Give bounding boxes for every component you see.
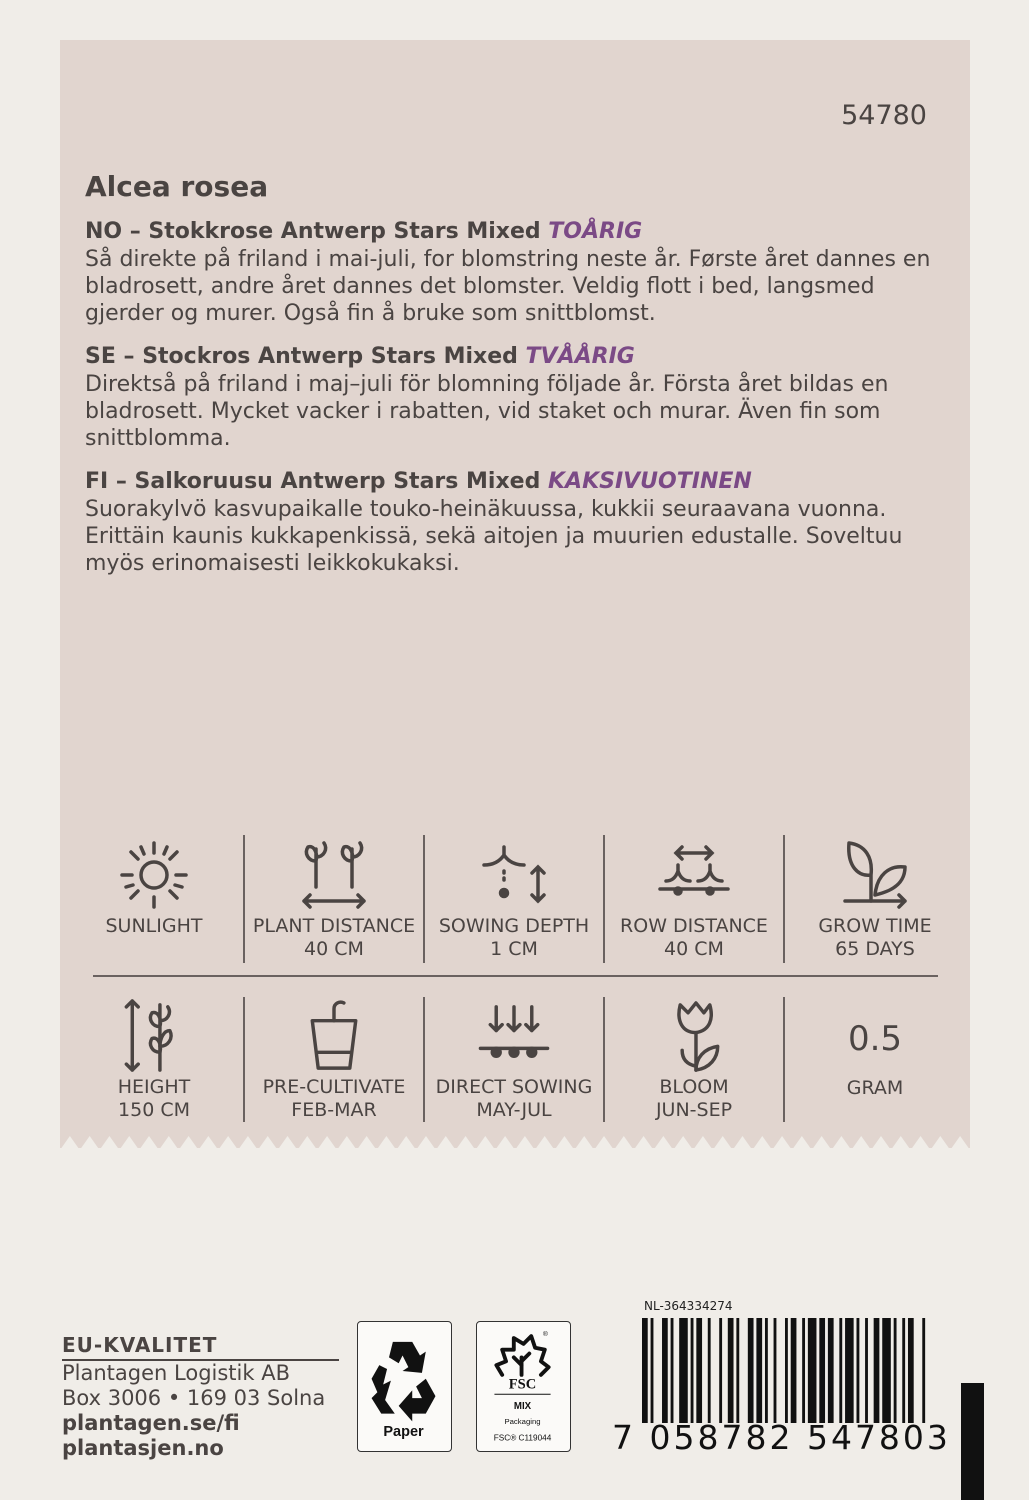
plant-distance-cell (245, 835, 425, 963)
zigzag-edge (60, 1130, 970, 1150)
descriptions (85, 218, 945, 593)
barcode-bar (819, 1318, 825, 1423)
barcode-bar (671, 1318, 674, 1423)
info-value: 150 CM (118, 1099, 190, 1121)
info-value: 65 DAYS (835, 938, 915, 960)
description-fi (85, 468, 945, 577)
barcode-bar (894, 1318, 897, 1423)
fsc-tree-icon (477, 1322, 569, 1450)
barcode-bar (865, 1318, 868, 1423)
barcode-bar (679, 1318, 688, 1423)
info-label: GROW TIME (818, 915, 932, 937)
sowing-depth-icon (474, 835, 554, 915)
fsc-label: FSC (508, 1376, 537, 1393)
divider (93, 975, 938, 977)
barcode-bar (882, 1318, 891, 1423)
info-label: HEIGHT (117, 1076, 191, 1098)
company-name: Plantagen Logistik AB (62, 1361, 290, 1385)
height-cell (65, 997, 245, 1122)
info-value: FEB-MAR (291, 1099, 377, 1121)
info-grid-row2 (65, 997, 965, 1122)
barcode-bar (662, 1318, 668, 1423)
sku-number: 54780 (841, 100, 927, 131)
sowing-depth-cell (425, 835, 605, 963)
biennial-tag: KAKSIVUOTINEN (548, 469, 752, 494)
description-title: FI – Salkoruusu Antwerp Stars Mixed KAKSIVUOTINEN (85, 469, 752, 494)
barcode-bar (791, 1318, 797, 1423)
gram-cell (785, 997, 965, 1122)
sunlight-cell (65, 835, 245, 963)
info-value: 1 CM (490, 938, 538, 960)
description-no (85, 218, 945, 327)
info-label: PRE-CULTIVATE (262, 1076, 406, 1098)
barcode-bar (857, 1318, 860, 1423)
barcode-bar (808, 1318, 817, 1423)
recycle-icon (358, 1322, 450, 1450)
fsc-code: FSC® C119044 (493, 1433, 552, 1443)
info-label: SOWING DEPTH (438, 915, 590, 937)
gram-amount: 0.5 (847, 1019, 903, 1059)
barcode-bar (736, 1318, 739, 1423)
info-value: MAY-JUL (476, 1099, 552, 1121)
barcode-bar (908, 1318, 914, 1423)
nl-code: NL-364334274 (644, 1299, 733, 1313)
barcode-bar (902, 1318, 905, 1423)
barcode-bar (756, 1318, 762, 1423)
info-grid-row1 (65, 835, 965, 963)
barcode-bar (785, 1318, 788, 1423)
company-address: Box 3006 • 169 03 Solna (62, 1386, 326, 1410)
eu-quality-label: EU-KVALITET (62, 1333, 339, 1361)
barcode-bar (922, 1318, 925, 1423)
height-icon (114, 997, 194, 1076)
pre-cultivate-cell (245, 997, 425, 1122)
info-label: GRAM (846, 1077, 904, 1099)
description-text: Suorakylvö kasvupaikalle touko-heinäkuussa, kukkii seuraavana vuonna. Erittäin kaunis kukkapenkissä, sekä aitojen ja muurien edustalle. Soveltuu myös erinomaisesti leikkokukaksi. (85, 497, 903, 576)
info-value: JUN-SEP (655, 1099, 733, 1121)
barcode-bar (696, 1318, 702, 1423)
info-value: 40 CM (304, 938, 364, 960)
barcode-bar (765, 1318, 768, 1423)
black-marker-bar (961, 1383, 984, 1500)
description-se (85, 343, 945, 452)
latin-name: Alcea rosea (85, 170, 269, 203)
bloom-cell (605, 997, 785, 1122)
recycle-paper-logo (357, 1321, 452, 1452)
barcode-bar (719, 1318, 722, 1423)
info-panel (60, 40, 970, 1148)
grow-time-cell (785, 835, 965, 963)
barcode-bar (845, 1318, 854, 1423)
barcode (640, 1318, 930, 1423)
fsc-mix: MIX (513, 1400, 532, 1412)
barcode-bar (691, 1318, 694, 1423)
barcode-number: 7 058782 547803 (612, 1418, 951, 1457)
description-title: SE – Stockros Antwerp Stars Mixed TVÅÅRIG (85, 344, 635, 369)
grow-time-icon (835, 835, 915, 915)
info-label: ROW DISTANCE (620, 915, 768, 937)
info-value: 40 CM (664, 938, 724, 960)
barcode-bar (728, 1318, 734, 1423)
pot-icon (294, 997, 374, 1076)
info-label: BLOOM (659, 1076, 729, 1098)
info-label: DIRECT SOWING (435, 1076, 593, 1098)
plant-distance-icon (294, 835, 374, 915)
sun-icon (114, 835, 194, 915)
direct-sowing-cell (425, 997, 605, 1122)
barcode-bar (642, 1318, 648, 1423)
paper-label: Paper (383, 1423, 424, 1440)
fsc-logo (476, 1321, 571, 1452)
website-fi-link[interactable]: plantagen.se/fi (62, 1411, 240, 1435)
barcode-bar (774, 1318, 777, 1423)
barcode-bar (651, 1318, 654, 1423)
barcode-bar (874, 1318, 880, 1423)
website-no-link[interactable]: plantasjen.no (62, 1436, 224, 1460)
barcode-bar (748, 1318, 754, 1423)
row-distance-cell (605, 835, 785, 963)
info-label: SUNLIGHT (105, 915, 203, 937)
direct-sowing-icon (474, 997, 554, 1076)
row-distance-icon (654, 835, 734, 915)
description-text: Så direkte på friland i mai-juli, for blomstring neste år. Første året dannes en bladrosett, andre året dannes det blomster. Veldig flott i bed, langsmed gjerder og murer. Også fin å bruke som snittblomst. (85, 247, 931, 326)
company-info (62, 1333, 339, 1461)
barcode-bar (828, 1318, 834, 1423)
tulip-icon (654, 997, 734, 1076)
description-text: Direktså på friland i maj–juli för blomning följade år. Första året bildas en bladrosett. Mycket vacker i rabatten, vid staket och murar. Även fin som snittblomma. (85, 372, 889, 451)
biennial-tag: TVÅÅRIG (525, 344, 635, 369)
svg-text:®: ® (542, 1331, 548, 1339)
barcode-bar (708, 1318, 711, 1423)
barcode-bar (839, 1318, 842, 1423)
info-label: PLANT DISTANCE (252, 915, 416, 937)
description-title: NO – Stokkrose Antwerp Stars Mixed TOÅRIG (85, 219, 643, 244)
barcode-bar (802, 1318, 805, 1423)
fsc-packaging: Packaging (504, 1417, 541, 1427)
biennial-tag: TOÅRIG (548, 219, 643, 244)
